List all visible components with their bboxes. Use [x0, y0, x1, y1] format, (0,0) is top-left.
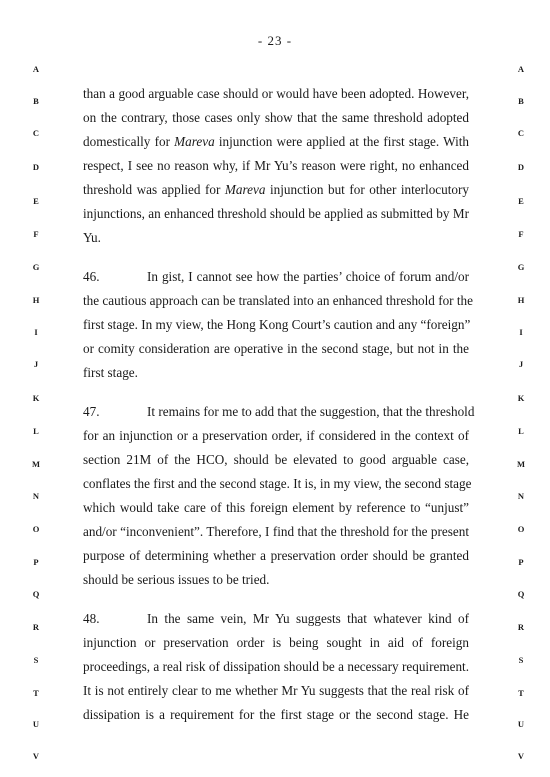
margin-letter-left: P [33, 557, 39, 567]
text-line: It is not entirely clear to me whether Mr Yu suggests that the real risk of [83, 683, 469, 698]
margin-letter-right: R [517, 622, 525, 632]
margin-letter-right: I [519, 327, 523, 337]
margin-letter-right: K [517, 393, 525, 403]
margin-letter-right: D [517, 162, 525, 172]
margin-letter-right: N [517, 491, 525, 501]
margin-letter-right: L [518, 426, 524, 436]
text-line: domestically for Mareva injunction were applied at the first stage. With [83, 134, 470, 149]
margin-letter-right: F [518, 229, 524, 239]
margin-letter-left: G [32, 262, 40, 272]
text-line: conflates the first and the second stage. It is, in my view, the second stage [83, 476, 472, 491]
margin-letter-left: K [32, 393, 40, 403]
margin-letter-right: G [517, 262, 525, 272]
margin-letter-right: P [518, 557, 524, 567]
text-line: Yu. [83, 230, 101, 245]
text-line: respect, I see no reason why, if Mr Yu’s reason were right, no enhanced [83, 158, 469, 173]
margin-letter-right: M [516, 459, 526, 469]
margin-letter-right: U [517, 719, 525, 729]
margin-letter-left: Q [32, 589, 40, 599]
text-line: threshold was applied for Mareva injunction but for other interlocutory [83, 182, 470, 197]
margin-letter-right: O [517, 524, 525, 534]
text-line: injunctions, an enhanced threshold should be applied as submitted by Mr [83, 206, 469, 221]
margin-letter-right: E [518, 196, 524, 206]
margin-letter-left: N [32, 491, 40, 501]
text-line: purpose of determining whether a preservation order should be granted [83, 548, 469, 563]
paragraph-number: 46. [83, 269, 100, 284]
text-line: section 21M of the HCO, should be elevated to good arguable case, [83, 452, 469, 467]
text-line: injunction or preservation order is being sought in aid of foreign [83, 635, 469, 650]
margin-letter-right: C [517, 128, 525, 138]
text-line: or comity consideration are operative in the second stage, but not in the [83, 341, 469, 356]
paragraph-first-line: 48. In the same vein, Mr Yu suggests that whatever kind of [83, 611, 469, 626]
margin-letter-left: U [32, 719, 40, 729]
paragraph-first-line: 46. In gist, I cannot see how the parties’ choice of forum and/or [83, 269, 469, 284]
paragraph-number: 47. [83, 404, 100, 419]
margin-letter-left: A [32, 64, 40, 74]
page-number: - 23 - [257, 33, 293, 48]
margin-letter-left: O [32, 524, 40, 534]
text-line: for an injunction or a preservation order, if considered in the context of [83, 428, 469, 443]
text-line: on the contrary, those cases only show that the same threshold adopted [83, 110, 469, 125]
margin-letter-right: H [517, 295, 525, 305]
margin-letter-right: A [517, 64, 525, 74]
text-line: which would take care of this foreign element by reference to “unjust” [83, 500, 469, 515]
margin-letter-right: S [518, 655, 524, 665]
text-line: proceedings, a real risk of dissipation should be a necessary requirement. [83, 659, 469, 674]
margin-letter-left: S [33, 655, 39, 665]
margin-letter-left: B [33, 96, 39, 106]
margin-letter-left: C [32, 128, 40, 138]
margin-letter-left: L [33, 426, 39, 436]
margin-letter-left: E [33, 196, 39, 206]
text-line: dissipation is a requirement for the first stage or the second stage. He [83, 707, 469, 722]
margin-letter-right: Q [517, 589, 525, 599]
paragraph-number: 48. [83, 611, 100, 626]
margin-letter-left: J [33, 359, 39, 369]
text-line: than a good arguable case should or would have been adopted. However, [83, 86, 469, 101]
paragraph-first-line: 47. It remains for me to add that the suggestion, that the threshold [83, 404, 475, 419]
margin-letter-left: I [34, 327, 38, 337]
text-line: and/or “inconvenient”. Therefore, I find that the threshold for the present [83, 524, 469, 539]
margin-letter-right: V [517, 751, 525, 761]
margin-letter-left: T [33, 688, 39, 698]
margin-letter-left: M [31, 459, 41, 469]
margin-letter-right: B [518, 96, 524, 106]
margin-letter-left: F [33, 229, 39, 239]
text-line: first stage. In my view, the Hong Kong Court’s caution and any “foreign” [83, 317, 471, 332]
margin-letter-left: V [32, 751, 40, 761]
margin-letter-left: D [32, 162, 40, 172]
text-line: should be serious issues to be tried. [83, 572, 270, 587]
text-line: first stage. [83, 365, 138, 380]
margin-letter-right: T [518, 688, 524, 698]
margin-letter-left: R [32, 622, 40, 632]
text-line: the cautious approach can be translated into an enhanced threshold for the [83, 293, 473, 308]
margin-letter-left: H [32, 295, 40, 305]
margin-letter-right: J [518, 359, 524, 369]
